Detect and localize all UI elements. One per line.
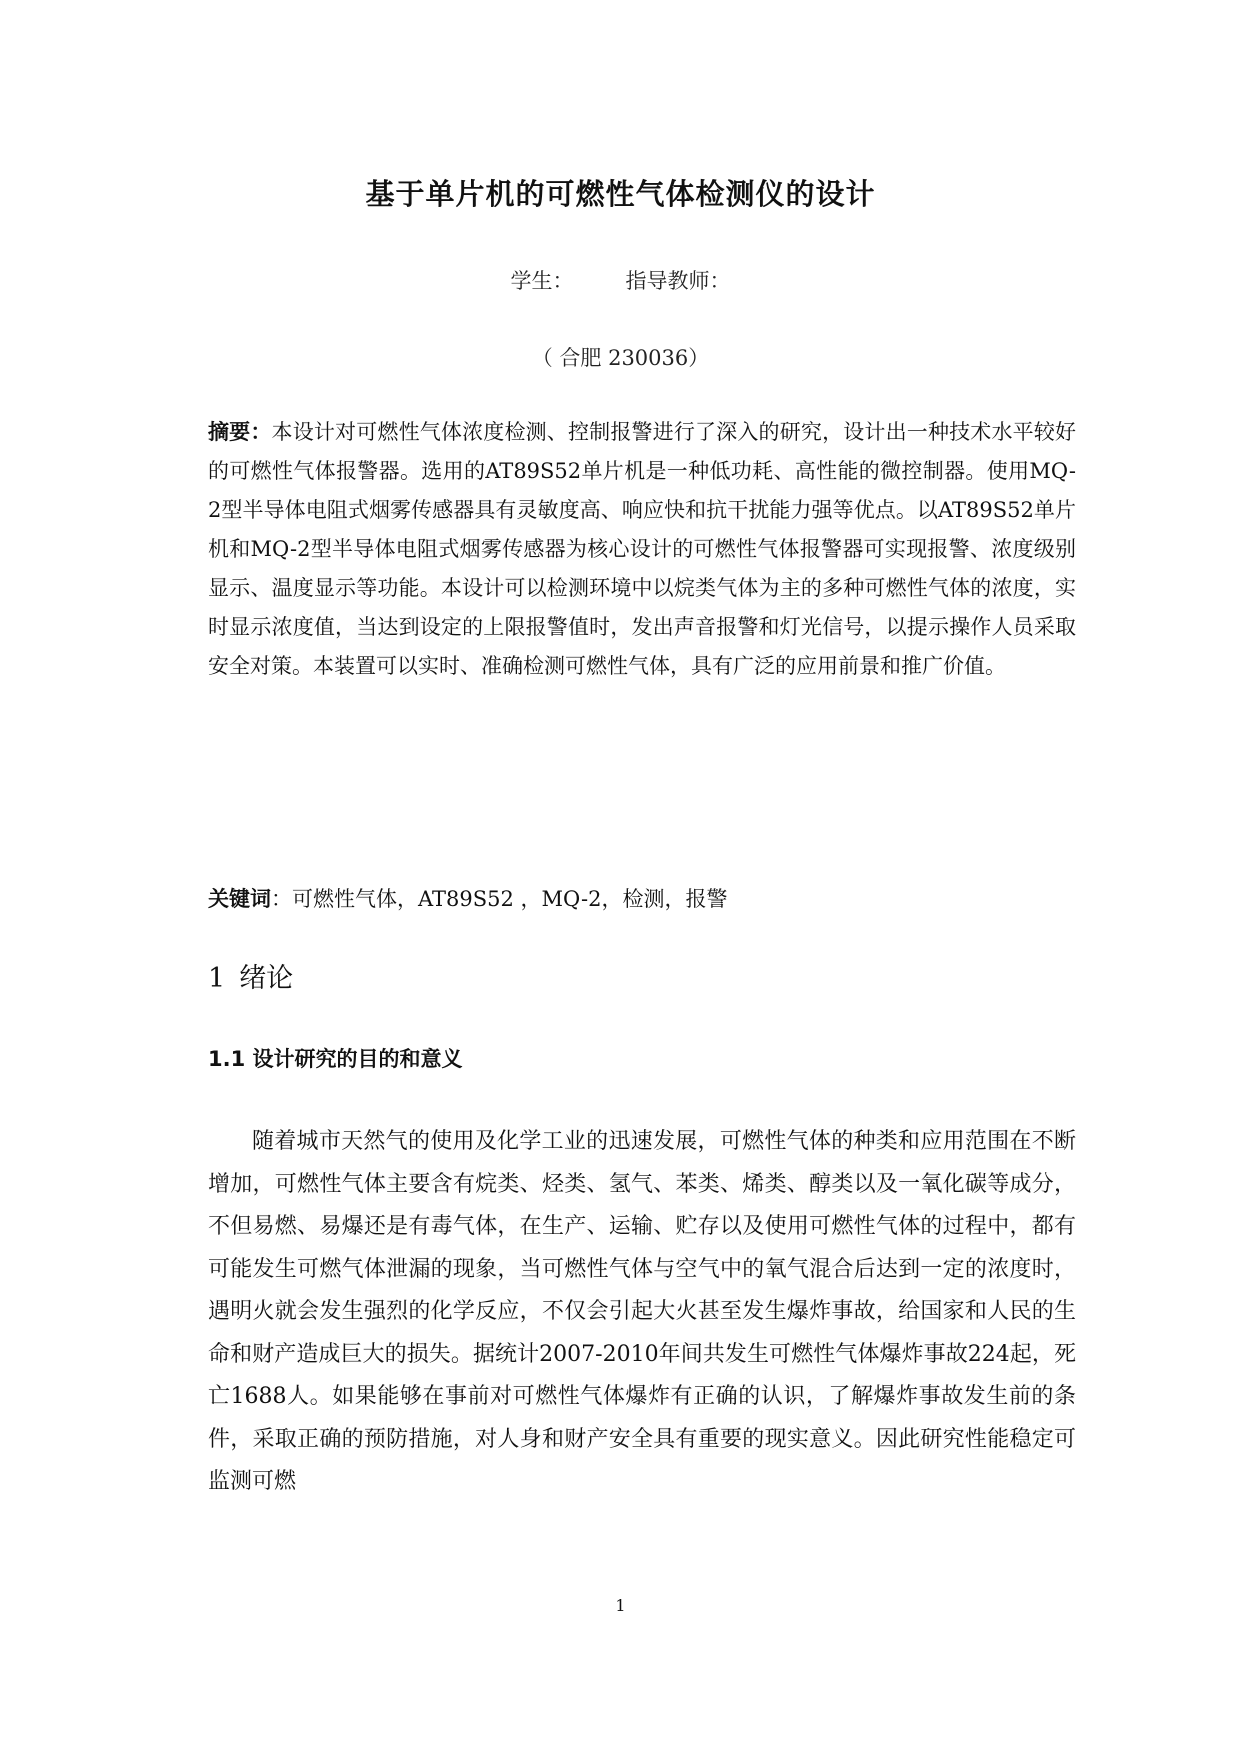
- body-paragraph: 随着城市天然气的使用及化学工业的迅速发展，可燃性气体的种类和应用范围在不断增加，可燃性气体主要含有烷类、烃类、氢气、苯类、烯类、醇类以及一氧化碳等成分，不但易燃、易爆还是有毒气体，在生产、运输、贮存以及使用可燃性气体的过程中，都有可能发生可燃气体泄漏的现象，当可燃性气体与空气中的氧气混合后达到一定的浓度时，遇明火就会发生强烈的化学反应，不仅会引起大火甚至发生爆炸事故，给国家和人民的生命和财产造成巨大的损失。据统计2007-2010年间共发生可燃性气体爆炸事故224起，死亡1688人。如果能够在事前对可燃性气体爆炸有正确的认识，了解爆炸事故发生前的条件，采取正确的预防措施，对人身和财产安全具有重要的现实意义。因此研究性能稳定可监测可燃: [208, 1129, 1076, 1494]
- abstract: [208, 413, 1076, 686]
- student-label: 学生：: [510, 269, 574, 293]
- keywords-text: ：可燃性气体，AT89S52 ，MQ-2，检测，报警: [271, 887, 728, 911]
- section-title: 绪论: [239, 963, 294, 994]
- abstract-text: 本设计对可燃性气体浓度检测、控制报警进行了深入的研究，设计出一种技术水平较好的可燃性气体报警器。选用的AT89S52单片机是一种低功耗、高性能的微控制器。使用MQ-2型半导体电阻式烟雾传感器具有灵敏度高、响应快和抗干扰能力强等优点。以AT89S52单片机和MQ-2型半导体电阻式烟雾传感器为核心设计的可燃性气体报警器可实现报警、浓度级别显示、温度显示等功能。本设计可以检测环境中以烷类气体为主的多种可燃性气体的浓度，实时显示浓度值，当达到设定的上限报警值时，发出声音报警和灯光信号，以提示操作人员采取安全对策。本装置可以实时、准确检测可燃性气体，具有广泛的应用前景和推广价值。: [208, 420, 1077, 678]
- keywords: [208, 880, 1076, 919]
- section-heading: [208, 956, 293, 995]
- subsection-heading: 1.1 设计研究的目的和意义: [208, 1047, 463, 1071]
- affiliation: （ 合肥 230036）: [531, 346, 710, 370]
- abstract-label: 摘要：: [208, 420, 272, 444]
- paper-title: 基于单片机的可燃性气体检测仪的设计: [365, 177, 876, 211]
- page-number: 1: [615, 1596, 626, 1615]
- section-number: 1: [208, 963, 226, 994]
- keywords-label: 关键词: [208, 887, 271, 911]
- advisor-label: 指导教师：: [625, 269, 731, 293]
- author-line: [0, 265, 1241, 295]
